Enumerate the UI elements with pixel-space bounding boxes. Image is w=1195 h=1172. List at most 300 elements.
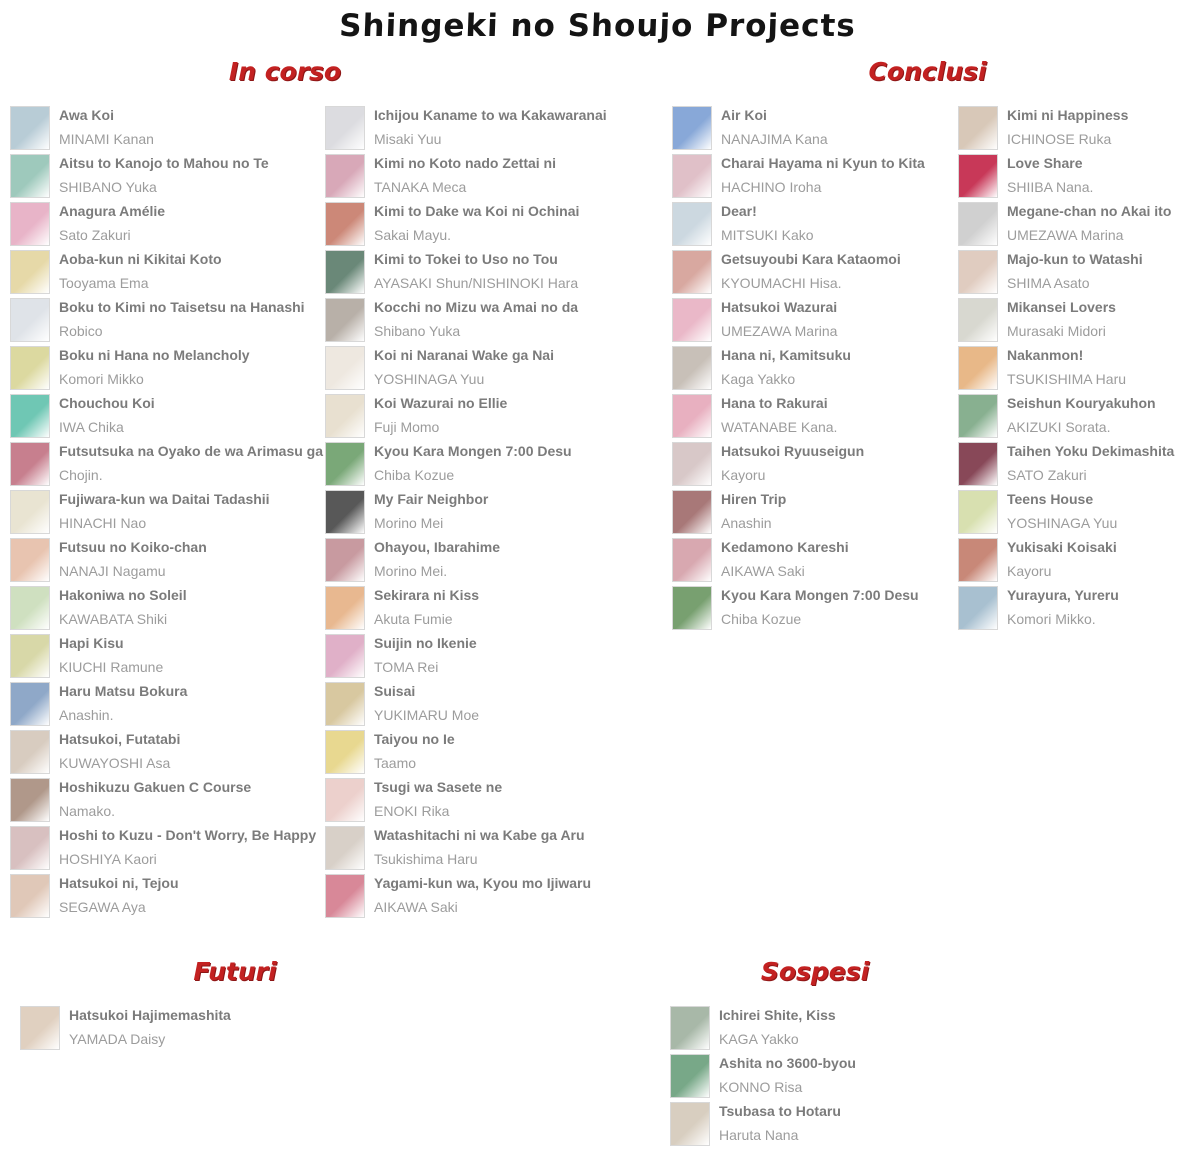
list-item[interactable]	[958, 346, 1183, 390]
entry-meta	[1007, 586, 1119, 630]
cover-thumbnail[interactable]	[958, 298, 998, 342]
entry-author: TANAKA Meca	[374, 179, 467, 195]
entry-title[interactable]: Suijin no Ikenie	[374, 635, 477, 651]
entry-meta	[59, 442, 323, 486]
entry-author: AKIZUKI Sorata.	[1007, 419, 1111, 435]
entry-author: YAMADA Daisy	[69, 1031, 166, 1047]
entry-author: YOSHINAGA Yuu	[1007, 515, 1118, 531]
list-item[interactable]	[958, 202, 1183, 246]
entry-title[interactable]: Hatsukoi Ryuuseigun	[721, 443, 865, 459]
cover-thumbnail[interactable]	[958, 250, 998, 294]
list-item[interactable]	[325, 106, 650, 150]
entry-meta	[1007, 154, 1093, 198]
entry-title[interactable]: Hatsukoi, Futatabi	[59, 731, 181, 747]
entry-meta	[721, 394, 837, 438]
entry-author: Sakai Mayu.	[374, 227, 452, 243]
entry-title[interactable]: Haru Matsu Bokura	[59, 683, 188, 699]
entry-author: Taamo	[374, 755, 417, 771]
entry-meta	[374, 778, 502, 822]
list-item[interactable]	[325, 250, 650, 294]
entry-author: KIUCHI Ramune	[59, 659, 164, 675]
entry-title[interactable]: Hana ni, Kamitsuku	[721, 347, 851, 363]
cover-thumbnail[interactable]	[958, 154, 998, 198]
list-item[interactable]	[670, 1102, 970, 1146]
cover-thumbnail[interactable]	[10, 346, 50, 390]
cover-thumbnail[interactable]	[325, 106, 365, 150]
entry-title[interactable]: Love Share	[1007, 155, 1083, 171]
entry-author: KUWAYOSHI Asa	[59, 755, 171, 771]
cover-thumbnail[interactable]	[672, 346, 712, 390]
entry-title[interactable]: Ashita no 3600-byou	[719, 1055, 856, 1071]
cover-thumbnail[interactable]	[10, 778, 50, 822]
cover-thumbnail[interactable]	[958, 346, 998, 390]
entry-meta	[374, 874, 591, 918]
entry-meta	[1007, 298, 1116, 342]
entry-author: WATANABE Kana.	[721, 419, 838, 435]
cover-thumbnail[interactable]	[958, 442, 998, 486]
entry-title[interactable]: Awa Koi	[59, 107, 114, 123]
entry-title[interactable]: Yurayura, Yureru	[1007, 587, 1119, 603]
section-sospesi	[660, 944, 970, 1150]
list-item[interactable]	[325, 682, 650, 726]
list-item[interactable]	[10, 634, 325, 678]
entry-author: NANAJI Nagamu	[59, 563, 166, 579]
list-item[interactable]	[325, 538, 650, 582]
list-item[interactable]	[958, 442, 1183, 486]
entry-meta	[374, 634, 477, 678]
entry-title[interactable]: Megane-chan no Akai ito	[1007, 203, 1172, 219]
entry-author: Murasaki Midori	[1007, 323, 1106, 339]
entry-author: NANAJIMA Kana	[721, 131, 828, 147]
cover-thumbnail[interactable]	[672, 394, 712, 438]
list-item[interactable]	[325, 490, 650, 534]
bottom-sections-row	[0, 944, 1195, 1150]
list-item[interactable]	[325, 634, 650, 678]
entry-meta	[374, 346, 554, 390]
entry-author: KAWABATA Shiki	[59, 611, 168, 627]
entry-author: Anashin	[721, 515, 772, 531]
entry-author: KONNO Risa	[719, 1079, 803, 1095]
entry-author: TOMA Rei	[374, 659, 439, 675]
entry-title[interactable]: Ichirei Shite, Kiss	[719, 1007, 836, 1023]
list-item[interactable]	[10, 586, 325, 630]
list-item[interactable]	[672, 538, 958, 582]
entry-meta	[719, 1054, 856, 1098]
list-item[interactable]	[958, 586, 1183, 630]
list-item[interactable]	[10, 298, 325, 342]
entry-author: IWA Chika	[59, 419, 124, 435]
entry-author: Misaki Yuu	[374, 131, 442, 147]
list-item[interactable]	[10, 490, 325, 534]
entry-title[interactable]: Kyou Kara Mongen 7:00 Desu	[721, 587, 919, 603]
entry-title[interactable]: Ichijou Kaname to wa Kakawaranai	[374, 107, 607, 123]
list-item[interactable]	[958, 490, 1183, 534]
entry-meta	[721, 346, 851, 390]
entry-author: Sato Zakuri	[59, 227, 131, 243]
entry-title[interactable]: Taihen Yoku Dekimashita	[1007, 443, 1175, 459]
list-item[interactable]	[672, 106, 958, 150]
list-item[interactable]	[670, 1006, 970, 1050]
entry-title[interactable]: Futsuu no Koiko-chan	[59, 539, 207, 555]
cover-thumbnail[interactable]	[10, 202, 50, 246]
list-item[interactable]	[10, 730, 325, 774]
cover-thumbnail[interactable]	[325, 874, 365, 918]
list-item[interactable]	[20, 1006, 470, 1050]
section-conclusi	[660, 44, 1195, 634]
entry-title[interactable]: Kimi ni Happiness	[1007, 107, 1129, 123]
entry-meta	[59, 250, 222, 294]
entry-author: UMEZAWA Marina	[721, 323, 838, 339]
entry-author: KYOUMACHI Hisa.	[721, 275, 842, 291]
entry-author: Robico	[59, 323, 103, 339]
entry-title[interactable]: Kimi no Koto nado Zettai ni	[374, 155, 556, 171]
entry-author: Tooyama Ema	[59, 275, 149, 291]
entry-meta	[721, 586, 919, 630]
entry-title[interactable]: Kyou Kara Mongen 7:00 Desu	[374, 443, 572, 459]
entry-meta	[1007, 346, 1126, 390]
entry-meta	[374, 442, 572, 486]
entry-title[interactable]: Kimi to Dake wa Koi ni Ochinai	[374, 203, 580, 219]
entry-column	[20, 1006, 470, 1054]
entry-title[interactable]: Futsutsuka na Oyako de wa Arimasu ga	[59, 443, 324, 459]
cover-thumbnail[interactable]	[325, 538, 365, 582]
list-item[interactable]	[958, 538, 1183, 582]
list-item[interactable]	[958, 250, 1183, 294]
list-item[interactable]	[10, 154, 325, 198]
entry-title[interactable]: Hiren Trip	[721, 491, 787, 507]
cover-thumbnail[interactable]	[670, 1054, 710, 1098]
cover-thumbnail[interactable]	[670, 1006, 710, 1050]
cover-thumbnail[interactable]	[325, 826, 365, 870]
list-item[interactable]	[325, 730, 650, 774]
cover-thumbnail[interactable]	[10, 874, 50, 918]
section-in-corso	[0, 44, 660, 922]
entry-column	[325, 106, 650, 922]
entry-column	[958, 106, 1183, 634]
entry-author: Morino Mei	[374, 515, 444, 531]
entry-meta	[59, 874, 179, 918]
entry-title[interactable]: Anagura Amélie	[59, 203, 166, 219]
cover-thumbnail[interactable]	[325, 346, 365, 390]
entry-meta	[59, 586, 187, 630]
entry-meta	[721, 106, 828, 150]
cover-thumbnail[interactable]	[672, 154, 712, 198]
section-columns-futuri	[0, 1006, 470, 1054]
entry-author: MINAMI Kanan	[59, 131, 154, 147]
entry-title[interactable]: Mikansei Lovers	[1007, 299, 1116, 315]
top-sections-row	[0, 44, 1195, 922]
entry-author: HOSHIYA Kaori	[59, 851, 157, 867]
entry-meta	[721, 250, 901, 294]
list-item[interactable]	[325, 298, 650, 342]
list-item[interactable]	[325, 826, 650, 870]
entry-author: YOSHINAGA Yuu	[374, 371, 485, 387]
cover-thumbnail[interactable]	[10, 394, 50, 438]
cover-thumbnail[interactable]	[10, 298, 50, 342]
entry-title[interactable]: Hoshi to Kuzu - Don't Worry, Be Happy	[59, 827, 317, 843]
list-item[interactable]	[672, 586, 958, 630]
entry-author: Namako.	[59, 803, 116, 819]
list-item[interactable]	[958, 154, 1183, 198]
entry-meta	[59, 826, 316, 870]
cover-thumbnail[interactable]	[325, 442, 365, 486]
entry-title[interactable]: Boku ni Hana no Melancholy	[59, 347, 250, 363]
entry-author: ICHINOSE Ruka	[1007, 131, 1112, 147]
entry-title[interactable]: Getsuyoubi Kara Kataomoi	[721, 251, 901, 267]
list-item[interactable]	[958, 106, 1183, 150]
list-item[interactable]	[10, 442, 325, 486]
entry-title[interactable]: My Fair Neighbor	[374, 491, 489, 507]
entry-author: SHIMA Asato	[1007, 275, 1090, 291]
list-item[interactable]	[672, 442, 958, 486]
entry-author: Kayoru	[1007, 563, 1052, 579]
entry-title[interactable]: Teens House	[1007, 491, 1094, 507]
list-item[interactable]	[10, 682, 325, 726]
list-item[interactable]	[325, 394, 650, 438]
cover-thumbnail[interactable]	[10, 154, 50, 198]
cover-thumbnail[interactable]	[10, 106, 50, 150]
entry-title[interactable]: Ohayou, Ibarahime	[374, 539, 501, 555]
entry-title[interactable]: Koi Wazurai no Ellie	[374, 395, 508, 411]
entry-column	[0, 106, 325, 922]
cover-thumbnail[interactable]	[325, 730, 365, 774]
entry-title[interactable]: Tsubasa to Hotaru	[719, 1103, 841, 1119]
entry-title[interactable]: Hana to Rakurai	[721, 395, 828, 411]
list-item[interactable]	[10, 394, 325, 438]
entry-author: KAGA Yakko	[719, 1031, 799, 1047]
entry-title[interactable]: Aoba-kun ni Kikitai Koto	[59, 251, 222, 267]
entry-meta	[721, 154, 925, 198]
cover-thumbnail[interactable]	[958, 586, 998, 630]
entry-meta	[59, 298, 305, 342]
entry-meta	[59, 682, 187, 726]
entry-title[interactable]: Hoshikuzu Gakuen C Course	[59, 779, 252, 795]
entry-column	[670, 1006, 970, 1150]
cover-thumbnail[interactable]	[10, 250, 50, 294]
cover-thumbnail[interactable]	[672, 442, 712, 486]
entry-meta	[721, 298, 837, 342]
list-item[interactable]	[672, 202, 958, 246]
entry-meta	[59, 106, 154, 150]
list-item[interactable]	[672, 394, 958, 438]
entry-meta	[721, 202, 814, 246]
cover-thumbnail[interactable]	[325, 586, 365, 630]
section-futuri	[0, 944, 470, 1054]
entry-author: UMEZAWA Marina	[1007, 227, 1124, 243]
entry-column	[660, 106, 958, 634]
entry-author: SEGAWA Aya	[59, 899, 146, 915]
list-item[interactable]	[325, 202, 650, 246]
cover-thumbnail[interactable]	[10, 538, 50, 582]
entry-title[interactable]: Aitsu to Kanojo to Mahou no Te	[59, 155, 269, 171]
list-item[interactable]	[325, 346, 650, 390]
entry-title[interactable]: Boku to Kimi no Taisetsu na Hanashi	[59, 299, 305, 315]
cover-thumbnail[interactable]	[672, 490, 712, 534]
entry-author: Chiba Kozue	[374, 467, 455, 483]
entry-title[interactable]: Taiyou no Ie	[374, 731, 455, 747]
cover-thumbnail[interactable]	[20, 1006, 60, 1050]
entry-meta	[374, 682, 479, 726]
entry-meta	[59, 490, 270, 534]
entry-title[interactable]: Suisai	[374, 683, 416, 699]
entry-title[interactable]: Tsugi wa Sasete ne	[374, 779, 503, 795]
list-item[interactable]	[10, 874, 325, 918]
entry-meta	[1007, 106, 1128, 150]
cover-thumbnail[interactable]	[325, 298, 365, 342]
entry-title[interactable]: Kimi to Tokei to Uso no Tou	[374, 251, 558, 267]
cover-thumbnail[interactable]	[325, 778, 365, 822]
cover-thumbnail[interactable]	[672, 106, 712, 150]
cover-thumbnail[interactable]	[325, 250, 365, 294]
cover-thumbnail[interactable]	[10, 634, 50, 678]
entry-meta	[374, 586, 479, 630]
entry-author: HINACHI Nao	[59, 515, 147, 531]
section-header-sospesi: Sospesi	[760, 957, 870, 986]
entry-author: TSUKISHIMA Haru	[1007, 371, 1127, 387]
entry-author: Morino Mei.	[374, 563, 448, 579]
cover-thumbnail[interactable]	[10, 586, 50, 630]
entry-title[interactable]: Sekirara ni Kiss	[374, 587, 480, 603]
list-item[interactable]	[958, 394, 1183, 438]
page-title: Shingeki no Shoujo Projects	[338, 8, 857, 44]
list-item[interactable]	[10, 538, 325, 582]
entry-author: HACHINO Iroha	[721, 179, 822, 195]
list-item[interactable]	[325, 586, 650, 630]
entry-meta	[374, 250, 578, 294]
entry-meta	[59, 394, 155, 438]
entry-meta	[1007, 394, 1156, 438]
entry-title[interactable]: Hatsukoi Hajimemashita	[69, 1007, 231, 1023]
entry-author: AIKAWA Saki	[721, 563, 805, 579]
cover-thumbnail[interactable]	[325, 394, 365, 438]
cover-thumbnail[interactable]	[672, 202, 712, 246]
entry-title[interactable]: Hatsukoi Wazurai	[721, 299, 838, 315]
entry-meta	[721, 490, 786, 534]
list-item[interactable]	[325, 778, 650, 822]
list-item[interactable]	[670, 1054, 970, 1098]
list-item[interactable]	[672, 346, 958, 390]
entry-meta	[374, 826, 585, 870]
cover-thumbnail[interactable]	[325, 682, 365, 726]
cover-thumbnail[interactable]	[670, 1102, 710, 1146]
entry-meta	[721, 538, 849, 582]
cover-thumbnail[interactable]	[958, 394, 998, 438]
list-item[interactable]	[672, 154, 958, 198]
section-columns-conclusi	[660, 106, 1195, 634]
section-columns-in-corso	[0, 106, 660, 922]
list-item[interactable]	[10, 346, 325, 390]
entry-title[interactable]: Kedamono Kareshi	[721, 539, 849, 555]
entry-title[interactable]: Yagami-kun wa, Kyou mo Ijiwaru	[374, 875, 592, 891]
cover-thumbnail[interactable]	[672, 538, 712, 582]
list-item[interactable]	[672, 250, 958, 294]
entry-title[interactable]: Watashitachi ni wa Kabe ga Aru	[374, 827, 585, 843]
entry-title[interactable]: Charai Hayama ni Kyun to Kita	[721, 155, 925, 171]
entry-title[interactable]: Majo-kun to Watashi	[1007, 251, 1143, 267]
list-item[interactable]	[10, 778, 325, 822]
cover-thumbnail[interactable]	[958, 538, 998, 582]
entry-author: Komori Mikko	[59, 371, 144, 387]
cover-thumbnail[interactable]	[958, 490, 998, 534]
entry-meta	[59, 730, 180, 774]
cover-thumbnail[interactable]	[958, 202, 998, 246]
entry-author: Shibano Yuka	[374, 323, 461, 339]
entry-author: Akuta Fumie	[374, 611, 453, 627]
cover-thumbnail[interactable]	[672, 250, 712, 294]
entry-author: SHIIBA Nana.	[1007, 179, 1094, 195]
entry-author: Chojin.	[59, 467, 103, 483]
cover-thumbnail[interactable]	[325, 154, 365, 198]
entry-meta	[374, 202, 579, 246]
list-item[interactable]	[325, 442, 650, 486]
entry-meta	[374, 394, 507, 438]
entry-author: Haruta Nana	[719, 1127, 799, 1143]
entry-meta	[374, 298, 578, 342]
section-header-in-corso: In corso	[228, 57, 342, 86]
list-item[interactable]	[10, 250, 325, 294]
cover-thumbnail[interactable]	[10, 730, 50, 774]
entry-meta	[1007, 538, 1117, 582]
cover-thumbnail[interactable]	[10, 442, 50, 486]
entry-author: Chiba Kozue	[721, 611, 802, 627]
entry-meta	[721, 442, 864, 486]
cover-thumbnail[interactable]	[958, 106, 998, 150]
cover-thumbnail[interactable]	[325, 490, 365, 534]
list-item[interactable]	[10, 202, 325, 246]
entry-title[interactable]: Nakanmon!	[1007, 347, 1084, 363]
cover-thumbnail[interactable]	[672, 586, 712, 630]
cover-thumbnail[interactable]	[672, 298, 712, 342]
entry-title[interactable]: Seishun Kouryakuhon	[1007, 395, 1156, 411]
entry-meta	[374, 538, 500, 582]
entry-title[interactable]: Air Koi	[721, 107, 767, 123]
list-item[interactable]	[958, 298, 1183, 342]
entry-title[interactable]: Fujiwara-kun wa Daitai Tadashii	[59, 491, 270, 507]
entry-author: AYASAKI Shun/NISHINOKI Hara	[374, 275, 579, 291]
entry-title[interactable]: Hatsukoi ni, Tejou	[59, 875, 179, 891]
entry-meta	[374, 154, 556, 198]
list-item[interactable]	[325, 874, 650, 918]
entry-title[interactable]: Yukisaki Koisaki	[1007, 539, 1117, 555]
entry-title[interactable]: Hapi Kisu	[59, 635, 124, 651]
list-item[interactable]	[10, 106, 325, 150]
cover-thumbnail[interactable]	[10, 826, 50, 870]
cover-thumbnail[interactable]	[10, 490, 50, 534]
list-item[interactable]	[325, 154, 650, 198]
entry-title[interactable]: Chouchou Koi	[59, 395, 155, 411]
entry-title[interactable]: Hakoniwa no Soleil	[59, 587, 187, 603]
entry-author: Kaga Yakko	[721, 371, 796, 387]
entry-title[interactable]: Kocchi no Mizu wa Amai no da	[374, 299, 579, 315]
section-columns-sospesi	[660, 1006, 970, 1150]
entry-author: SATO Zakuri	[1007, 467, 1087, 483]
entry-title[interactable]: Koi ni Naranai Wake ga Nai	[374, 347, 554, 363]
cover-thumbnail[interactable]	[10, 682, 50, 726]
list-item[interactable]	[672, 490, 958, 534]
cover-thumbnail[interactable]	[325, 202, 365, 246]
entry-meta	[374, 106, 607, 150]
entry-meta	[1007, 490, 1117, 534]
entry-meta	[374, 490, 488, 534]
list-item[interactable]	[10, 826, 325, 870]
list-item[interactable]	[672, 298, 958, 342]
section-header-futuri: Futuri	[193, 957, 277, 986]
section-header-conclusi: Conclusi	[868, 57, 987, 86]
entry-title[interactable]: Dear!	[721, 203, 757, 219]
entry-meta	[59, 202, 165, 246]
entry-author: YUKIMARU Moe	[374, 707, 480, 723]
cover-thumbnail[interactable]	[325, 634, 365, 678]
